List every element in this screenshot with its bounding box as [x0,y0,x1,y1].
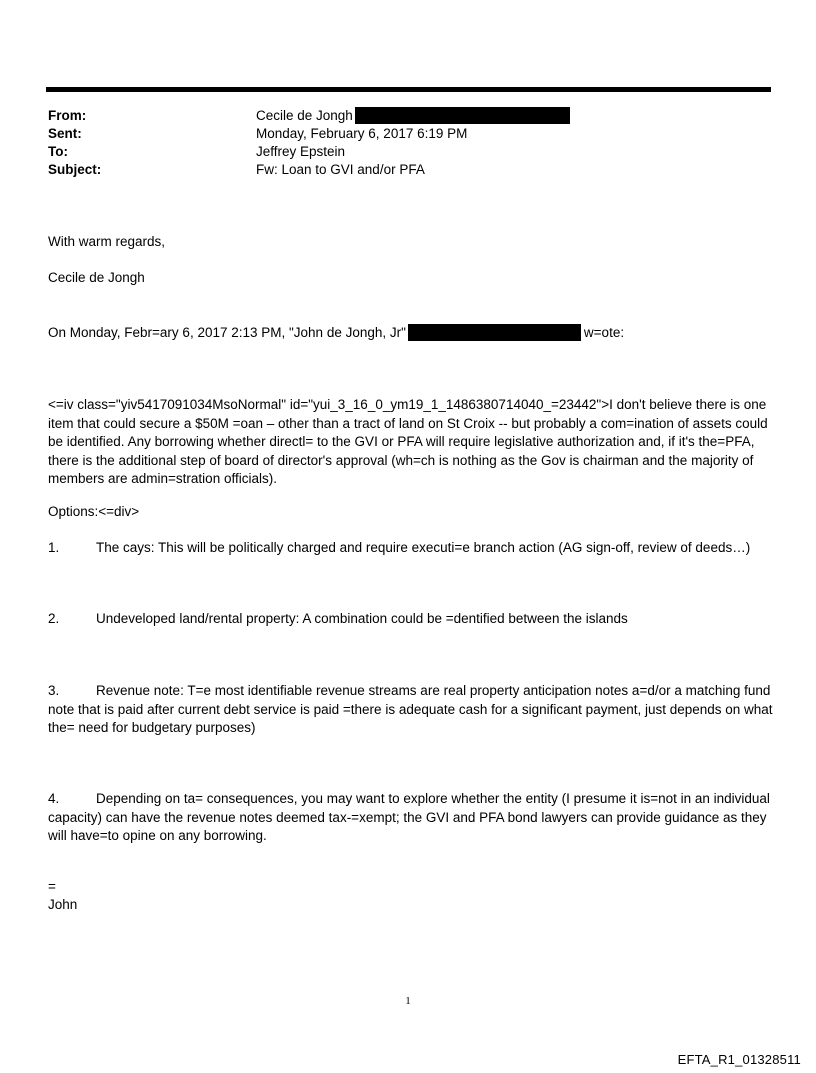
list-item [48,610,773,629]
quote-intro-end: w=ote: [583,325,625,340]
sent-value: Monday, February 6, 2017 6:19 PM [256,126,468,141]
to-value: Jeffrey Epstein [256,144,346,159]
list-item [48,539,773,558]
list-text: Revenue note: T=e most identifiable revenue streams are real property anticipation notes a=d/or a matching fund note that is paid after current debt service is paid =there is adequate cash for a significant payment, just depends on what the= need for budgetary purposes) [48,683,773,735]
from-value [256,107,570,125]
list-item [48,682,773,738]
greeting: With warm regards, [48,234,166,249]
equals-line: = [48,879,56,894]
redaction-box [408,324,581,341]
quote-intro [48,324,624,343]
sent-label: Sent: [48,126,82,141]
options-line: Options:<=div> [48,504,140,519]
paragraph-main: <=iv class="yiv5417091034MsoNormal" id="yui_3_16_0_ym19_1_1486380714040_=23442">I don't believe there is one item that could secure a $50M =oan – other than a tract of land on St Croix -- but probably a com=ination of assets could be identified. Any borrowing whether directl= to the GVI or PFA will require legislative authorization and, if it's the=PFA, there is the additional step of board of director's approval (wh=ch is nothing as the Gov is chairman and the majority of members are admin=stration officials). [48,397,768,486]
bates-number: EFTA_R1_01328511 [677,1052,801,1067]
list-number: 1. [48,540,60,555]
page-number: 1 [405,995,411,1007]
list-text: Depending on ta= consequences, you may want to explore whether the entity (I presume it is=not in an individual capacity) can have the revenue notes deemed tax-=xempt; the GVI and PFA bond lawyers can provide guidance as they will have=to opine on any borrowing. [48,791,770,843]
from-label: From: [48,108,87,123]
subject-label: Subject: [48,162,102,177]
signature: Cecile de Jongh [48,270,145,285]
from-name: Cecile de Jongh [256,108,353,123]
list-number: 2. [48,611,60,626]
list-number: 4. [48,791,60,806]
closing-name: John [48,897,78,912]
redaction-box [355,107,570,124]
to-label: To: [48,144,68,159]
list-item [48,790,773,846]
list-number: 3. [48,683,60,698]
list-text: Undeveloped land/rental property: A combination could be =dentified between the islands [96,611,628,626]
list-text: The cays: This will be politically charged and require executi=e branch action (AG sign-off, review of deeds…) [96,540,751,555]
quote-intro-start: On Monday, Febr=ary 6, 2017 2:13 PM, "John de Jongh, Jr" [48,325,406,340]
header-divider [46,87,771,92]
subject-value: Fw: Loan to GVI and/or PFA [256,162,425,177]
